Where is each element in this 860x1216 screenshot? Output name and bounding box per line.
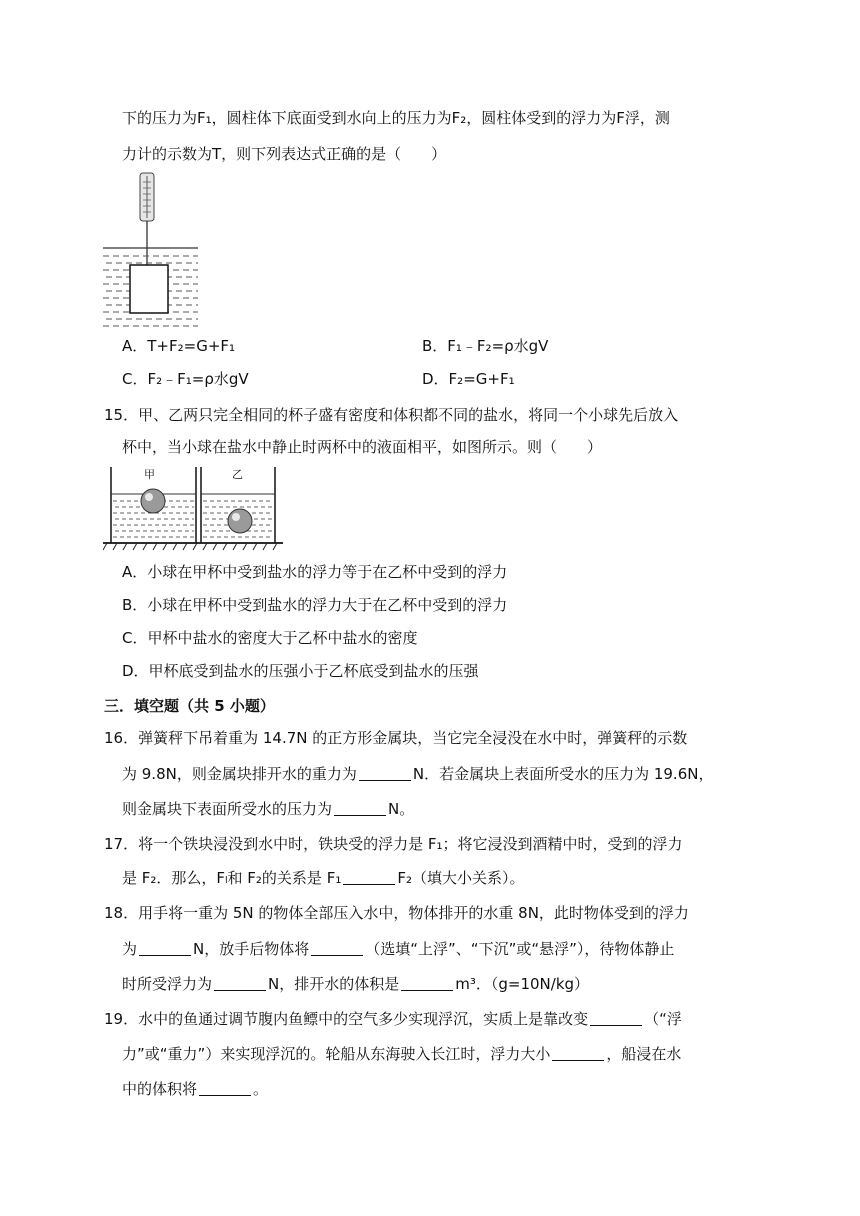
answer-blank[interactable] — [359, 764, 411, 781]
q14-figure — [103, 170, 198, 328]
q19-line1: 19．水中的鱼通过调节腹内鱼鳔中的空气多少实现浮沉，实质上是靠改变 （“浮 — [104, 1010, 682, 1028]
answer-blank[interactable] — [199, 1079, 251, 1096]
answer-blank[interactable] — [311, 939, 363, 956]
q15-option-c: C．甲杯中盐水的密度大于乙杯中盐水的密度 — [122, 629, 418, 647]
q17-line1: 17．将一个铁块浸没到水中时，铁块受的浮力是 F₁；将它浸没到酒精中时，受到的浮力 — [104, 835, 683, 853]
q14-line2: 力计的示数为T，则下列表达式正确的是（ ） — [122, 145, 447, 163]
ball-yi — [228, 509, 252, 533]
q18-line3: 时所受浮力为 N，排开水的体积是 m³．（g=10N/kg） — [122, 975, 590, 993]
q15-option-b: B．小球在甲杯中受到盐水的浮力大于在乙杯中受到的浮力 — [122, 596, 508, 614]
q14-option-a: A．T+F₂=G+F₁ — [122, 337, 236, 355]
q19-line3: 中的体积将 。 — [122, 1080, 269, 1098]
q14-option-d: D．F₂=G+F₁ — [422, 370, 515, 388]
section-title: 三．填空题（共 5 小题） — [104, 697, 275, 715]
q14-option-b: B．F₁﹣F₂=ρ水gV — [422, 337, 549, 355]
answer-blank[interactable] — [139, 939, 191, 956]
answer-blank[interactable] — [590, 1009, 642, 1026]
answer-blank[interactable] — [214, 974, 266, 991]
q19-line2: 力”或“重力”）来实现浮沉的。轮船从东海驶入长江时，浮力大小 ，船浸在水 — [122, 1045, 682, 1063]
q14-option-c: C．F₂﹣F₁=ρ水gV — [122, 370, 249, 388]
q16-line3: 则金属块下表面所受水的压力为 N。 — [122, 800, 415, 818]
ball-jia — [141, 489, 165, 513]
q17-line2: 是 F₂．那么，Fₗ和 F₂的关系是 F₁ F₂（填大小关系）。 — [122, 869, 525, 887]
q15-line2: 杯中，当小球在盐水中静止时两杯中的液面相平，如图所示。则（ ） — [122, 438, 603, 456]
q15-option-d: D．甲杯底受到盐水的压强小于乙杯底受到盐水的压强 — [122, 662, 479, 680]
answer-blank[interactable] — [343, 868, 395, 885]
ground-hatch — [103, 543, 277, 550]
q14-line1: 下的压力为F₁，圆柱体下底面受到水向上的压力为F₂，圆柱体受到的浮力为F浮，测 — [122, 109, 670, 127]
q16-line1: 16．弹簧秤下吊着重为 14.7N 的正方形金属块，当它完全浸没在水中时，弹簧秤的示数 — [104, 729, 688, 747]
q15-figure — [103, 463, 283, 553]
q18-line1: 18．用手将一重为 5N 的物体全部压入水中，物体排开的水重 8N，此时物体受到的浮力 — [104, 904, 689, 922]
answer-blank[interactable] — [401, 974, 453, 991]
q15-line1: 15．甲、乙两只完全相同的杯子盛有密度和体积都不同的盐水，将同一个小球先后放入 — [104, 406, 679, 424]
q18-line2: 为 N，放手后物体将 （选填“上浮”、“下沉”或“悬浮”），待物体静止 — [122, 940, 675, 958]
answer-blank[interactable] — [334, 799, 386, 816]
cup-yi-label: 乙 — [232, 468, 243, 481]
cup-jia-label: 甲 — [144, 468, 155, 481]
answer-blank[interactable] — [552, 1044, 604, 1061]
q16-line2: 为 9.8N，则金属块排开水的重力为 N．若金属块上表面所受水的压力为 19.6N， — [122, 765, 714, 783]
q15-option-a: A．小球在甲杯中受到盐水的浮力等于在乙杯中受到的浮力 — [122, 563, 508, 581]
cylinder — [130, 265, 168, 313]
